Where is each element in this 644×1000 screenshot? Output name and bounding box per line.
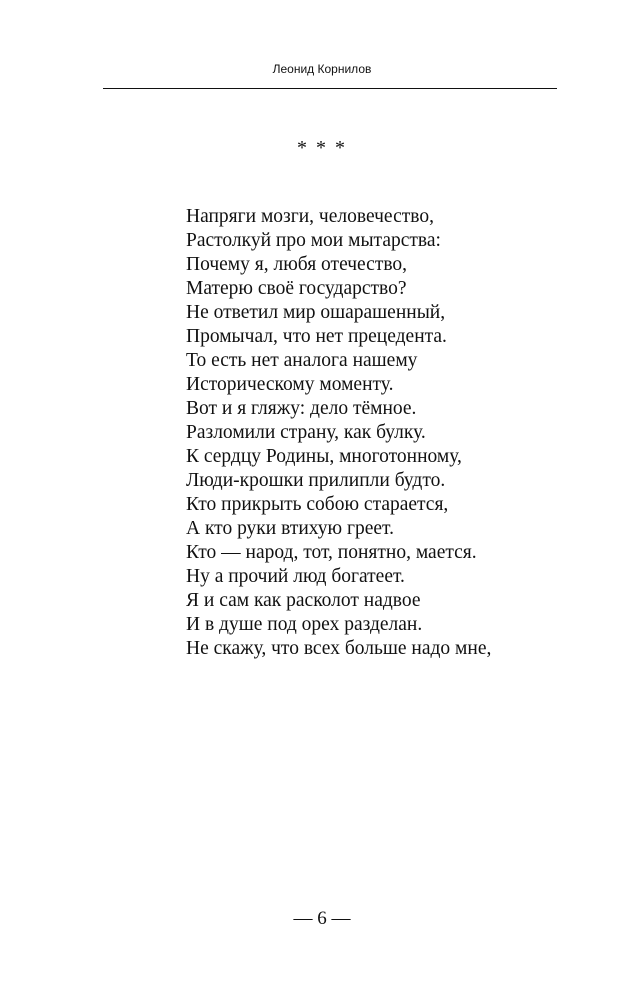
poem-body: [186, 205, 491, 661]
poem-line: Растолкуй про мои мытарства:: [186, 230, 441, 251]
poem-line: Вот и я гляжу: дело тёмное.: [186, 398, 417, 419]
poem-line: Ну а прочий люд богатеет.: [186, 566, 405, 587]
header-rule: [103, 88, 557, 89]
poem-line: К сердцу Родины, многотонному,: [186, 446, 462, 467]
poem-line: Историческому моменту.: [186, 374, 394, 395]
poem-line: Я и сам как расколот надвое: [186, 590, 421, 611]
poem-separator: * * *: [297, 137, 347, 159]
poem-line: Не ответил мир ошарашенный,: [186, 302, 446, 323]
poem-line: Матерю своё государство?: [186, 278, 407, 299]
running-header-author: Леонид Корнилов: [272, 62, 372, 76]
poem-line: И в душе под орех разделан.: [186, 614, 423, 635]
poem-line: То есть нет аналога нашему: [186, 350, 418, 371]
poem-line: Разломили страну, как булку.: [186, 422, 426, 443]
poem-line: Люди-крошки прилипли будто.: [186, 470, 446, 491]
poem-line: А кто руки втихую греет.: [186, 518, 394, 539]
poem-line: Напряги мозги, человечество,: [186, 206, 434, 227]
poem-line: Почему я, любя отечество,: [186, 254, 408, 275]
poem-line: Кто прикрыть собою старается,: [186, 494, 449, 515]
poem-line: Не скажу, что всех больше надо мне,: [186, 638, 492, 659]
poem-line: Промычал, что нет прецедента.: [186, 326, 447, 347]
page-number: — 6 —: [293, 908, 351, 929]
poem-line: Кто — народ, тот, понятно, мается.: [186, 542, 477, 563]
